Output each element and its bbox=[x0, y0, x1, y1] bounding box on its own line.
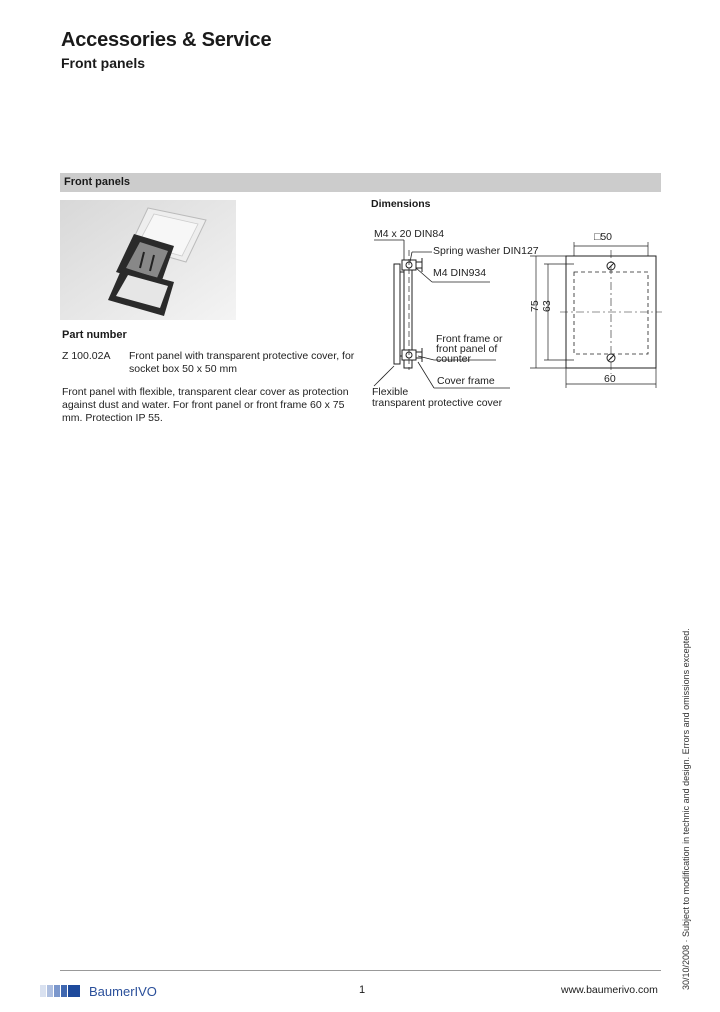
dim-label-75: 75 bbox=[529, 300, 541, 312]
part-number-heading: Part number bbox=[62, 329, 127, 341]
label-cover-frame: Cover frame bbox=[437, 375, 495, 387]
product-description: Front panel with flexible, transparent clear cover as protection against dust and water. For front panel or front frame 60 x 75 mm. Protection IP 55. bbox=[62, 386, 349, 424]
dim-label-63: 63 bbox=[541, 300, 553, 312]
page-subtitle: Front panels bbox=[61, 55, 146, 71]
front-view bbox=[530, 242, 662, 388]
side-note: 30/10/2008 · Subject to modification in technic and design. Errors and omissions excepted. bbox=[681, 628, 691, 990]
product-photo bbox=[60, 200, 236, 320]
brand-logo-text: BaumerIVO bbox=[89, 984, 157, 999]
section-header-label: Front panels bbox=[64, 176, 131, 188]
label-flexible-line-1: Flexible bbox=[372, 386, 409, 398]
label-frame-line-3: counter bbox=[436, 353, 472, 365]
label-washer: Spring washer DIN127 bbox=[433, 245, 539, 257]
page-number: 1 bbox=[359, 984, 366, 996]
dimension-drawing bbox=[360, 220, 670, 420]
label-screw: M4 x 20 DIN84 bbox=[374, 228, 445, 240]
page-title: Accessories & Service bbox=[61, 29, 272, 51]
label-flexible-line-2: transparent protective cover bbox=[372, 397, 503, 409]
part-description: Front panel with transparent protective cover, for socket box 50 x 50 mm bbox=[129, 350, 355, 375]
dim-label-60: 60 bbox=[604, 373, 616, 385]
brand-logo-bars bbox=[40, 983, 170, 999]
side-view bbox=[394, 250, 422, 370]
part-number-code: Z 100.02A bbox=[62, 350, 111, 362]
label-nut: M4 DIN934 bbox=[433, 267, 487, 279]
label-frame-line-2: front panel of bbox=[436, 343, 498, 355]
dimensions-heading: Dimensions bbox=[371, 198, 431, 210]
label-frame-line-1: Front frame or bbox=[436, 333, 503, 345]
section-header-bar bbox=[60, 173, 661, 192]
footer-rule bbox=[60, 970, 661, 971]
dim-label-square-50: □50 bbox=[594, 231, 613, 243]
brand-logo bbox=[40, 983, 170, 999]
website-link[interactable]: www.baumerivo.com bbox=[561, 984, 658, 996]
